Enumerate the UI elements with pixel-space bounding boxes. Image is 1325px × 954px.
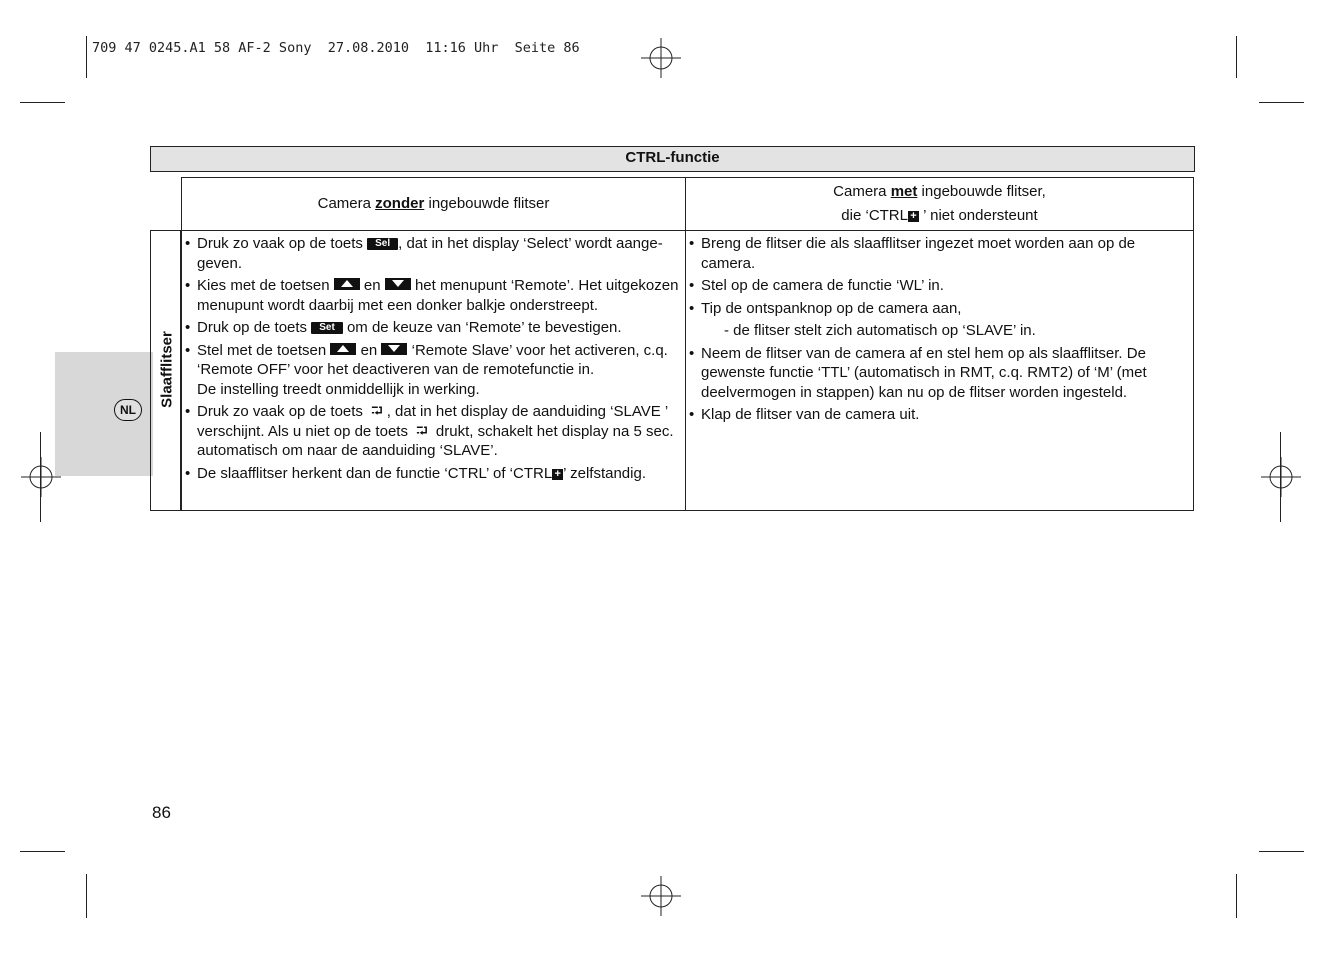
set-key-icon: Set <box>311 322 343 334</box>
registration-mark-icon <box>641 38 681 78</box>
crop-mark <box>20 102 65 103</box>
crop-mark <box>1236 874 1237 918</box>
down-arrow-key-icon <box>385 278 411 290</box>
list-item: • Breng de flitser die als slaafflitser ingezet moet worden aan op de camera. <box>687 234 1189 273</box>
page-number: 86 <box>152 803 171 822</box>
list-item: • Tip de ontspanknop op de camera aan, <box>687 299 1189 319</box>
list-item: • Kies met de toetsen en het menupunt ‘Remote’. Het uitgekozen menupunt wordt daarbij met een donker balkje onderstreept. <box>183 276 681 315</box>
list-item: • Druk zo vaak op de toets ⮒ , dat in het display de aanduiding ‘SLAVE ’ verschijnt. Als u niet op de toets ⮒ drukt, schakelt het display na 5 sec. automatisch om naar de aanduiding ‘SLAVE’. <box>183 402 681 461</box>
down-arrow-key-icon <box>381 343 407 355</box>
sel-key-icon: Sel <box>367 238 398 250</box>
list-item: • Neem de flitser van de camera af en stel hem op als slaafflitser. De gewenste functie ‘TTL’ (automatisch in RMT, c.q. RMT2) of ‘M’ (met deelvermogen in stappen) kan nu op de flitser worden ingesteld. <box>687 344 1189 403</box>
crop-mark <box>40 432 41 522</box>
crop-mark <box>1236 36 1237 78</box>
column-header-with-flash: Camera met ingebouwde flitser, die ‘CTRL + ’ niet ondersteunt <box>685 177 1194 231</box>
column-header-without-flash: Camera zonder ingebouwde flitser <box>181 177 686 231</box>
ctrl-plus-icon: + <box>552 469 563 480</box>
crop-mark <box>86 36 87 78</box>
ctrl-plus-icon: + <box>908 211 919 222</box>
crop-mark <box>1259 102 1304 103</box>
list-item: • De slaafflitser herkent dan de functie ‘CTRL’ of ‘CTRL + ’ zelfstandig. <box>183 464 681 484</box>
language-badge: NL <box>114 399 142 421</box>
crop-mark <box>86 874 87 918</box>
list-subitem: - de flitser stelt zich automatisch op ‘SLAVE’ in. <box>724 322 1036 339</box>
function-table <box>150 177 1194 511</box>
row-label: Slaafflitser <box>158 331 176 408</box>
table-title: CTRL-functie <box>150 146 1195 172</box>
list-item: • Druk zo vaak op de toets Sel , dat in het display ‘Select’ wordt aange-geven. <box>183 234 681 273</box>
up-arrow-key-icon <box>330 343 356 355</box>
list-item: • Stel met de toetsen en ‘Remote Slave’ voor het activeren, c.q. ‘Remote OFF’ voor het deactiveren van de remotefunctie in. De instelling treedt onmiddellijk in werking. <box>183 341 681 400</box>
print-slug: 709 47 0245.A1 58 AF-2 Sony 27.08.2010 11:16 Uhr Seite 86 <box>92 40 580 56</box>
list-item: • Druk op de toets Set om de keuze van ‘Remote’ te bevestigen. <box>183 318 681 338</box>
instructions-with-flash <box>685 230 1194 511</box>
crop-mark <box>1280 432 1281 522</box>
registration-mark-icon <box>641 876 681 916</box>
return-key-icon: ⮒ <box>371 403 383 420</box>
list-item: • Klap de flitser van de camera uit. <box>687 405 1189 425</box>
crop-mark <box>1259 851 1304 852</box>
crop-mark <box>20 851 65 852</box>
registration-mark-icon <box>1261 457 1301 497</box>
up-arrow-key-icon <box>334 278 360 290</box>
list-item: • Stel op de camera de functie ‘WL’ in. <box>687 276 1189 296</box>
instructions-without-flash <box>181 230 686 511</box>
row-label-cell <box>150 230 181 511</box>
return-key-icon: ⮒ <box>416 422 428 440</box>
